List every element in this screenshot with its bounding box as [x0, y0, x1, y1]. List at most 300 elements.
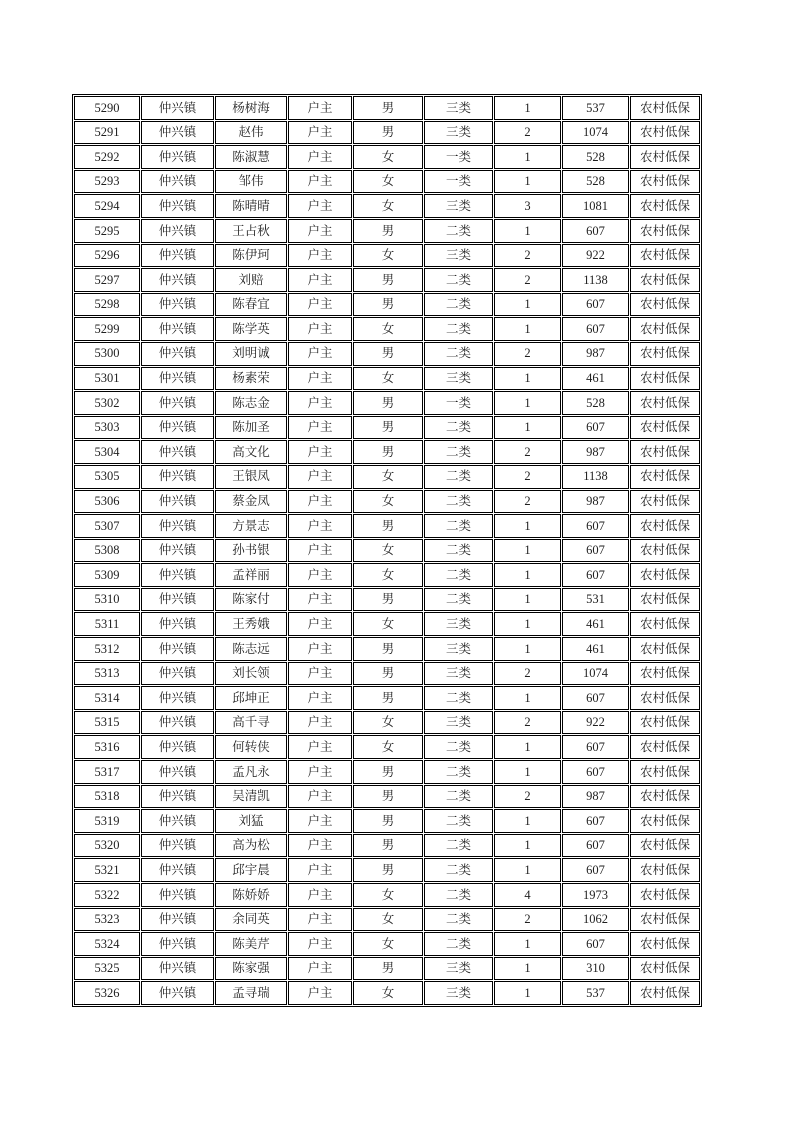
cell-count: 2 — [494, 342, 561, 366]
cell-town: 仲兴镇 — [141, 416, 214, 440]
cell-householder: 户主 — [288, 219, 352, 243]
cell-town: 仲兴镇 — [141, 342, 214, 366]
cell-id: 5302 — [74, 391, 140, 415]
cell-count: 1 — [494, 514, 561, 538]
cell-name: 杨素荣 — [215, 367, 287, 391]
cell-id: 5294 — [74, 194, 140, 218]
cell-amount: 607 — [562, 932, 629, 956]
cell-id: 5293 — [74, 170, 140, 194]
cell-count: 1 — [494, 981, 561, 1005]
cell-amount: 987 — [562, 785, 629, 809]
cell-householder: 户主 — [288, 637, 352, 661]
cell-category: 二类 — [424, 514, 493, 538]
cell-category: 三类 — [424, 96, 493, 120]
cell-amount: 987 — [562, 440, 629, 464]
cell-gender: 男 — [353, 342, 423, 366]
cell-welfare-type: 农村低保 — [630, 809, 700, 833]
cell-gender: 女 — [353, 194, 423, 218]
cell-gender: 男 — [353, 440, 423, 464]
cell-welfare-type: 农村低保 — [630, 662, 700, 686]
cell-category: 二类 — [424, 293, 493, 317]
cell-id: 5297 — [74, 268, 140, 292]
cell-town: 仲兴镇 — [141, 785, 214, 809]
cell-name: 陈伊珂 — [215, 244, 287, 268]
table-row — [74, 342, 700, 366]
table-row — [74, 170, 700, 194]
cell-id: 5292 — [74, 145, 140, 169]
cell-name: 陈学英 — [215, 317, 287, 341]
cell-amount: 607 — [562, 539, 629, 563]
cell-count: 1 — [494, 170, 561, 194]
cell-amount: 607 — [562, 760, 629, 784]
table-row — [74, 785, 700, 809]
cell-welfare-type: 农村低保 — [630, 908, 700, 932]
cell-town: 仲兴镇 — [141, 858, 214, 882]
cell-welfare-type: 农村低保 — [630, 293, 700, 317]
cell-welfare-type: 农村低保 — [630, 96, 700, 120]
cell-name: 刘猛 — [215, 809, 287, 833]
cell-gender: 女 — [353, 932, 423, 956]
cell-householder: 户主 — [288, 883, 352, 907]
cell-town: 仲兴镇 — [141, 883, 214, 907]
cell-id: 5322 — [74, 883, 140, 907]
cell-count: 1 — [494, 612, 561, 636]
cell-householder: 户主 — [288, 121, 352, 145]
cell-welfare-type: 农村低保 — [630, 317, 700, 341]
cell-category: 二类 — [424, 735, 493, 759]
cell-category: 二类 — [424, 858, 493, 882]
cell-category: 二类 — [424, 809, 493, 833]
cell-count: 1 — [494, 735, 561, 759]
cell-gender: 男 — [353, 834, 423, 858]
cell-amount: 987 — [562, 490, 629, 514]
cell-id: 5323 — [74, 908, 140, 932]
cell-gender: 男 — [353, 514, 423, 538]
cell-welfare-type: 农村低保 — [630, 563, 700, 587]
cell-category: 二类 — [424, 317, 493, 341]
cell-welfare-type: 农村低保 — [630, 981, 700, 1005]
table-row — [74, 96, 700, 120]
cell-name: 陈志金 — [215, 391, 287, 415]
cell-name: 孙书银 — [215, 539, 287, 563]
cell-town: 仲兴镇 — [141, 121, 214, 145]
cell-id: 5305 — [74, 465, 140, 489]
cell-category: 二类 — [424, 490, 493, 514]
cell-amount: 1138 — [562, 465, 629, 489]
cell-id: 5300 — [74, 342, 140, 366]
cell-town: 仲兴镇 — [141, 588, 214, 612]
cell-welfare-type: 农村低保 — [630, 514, 700, 538]
cell-householder: 户主 — [288, 440, 352, 464]
cell-amount: 922 — [562, 244, 629, 268]
cell-amount: 1062 — [562, 908, 629, 932]
cell-category: 二类 — [424, 440, 493, 464]
cell-welfare-type: 农村低保 — [630, 932, 700, 956]
cell-gender: 男 — [353, 391, 423, 415]
cell-count: 2 — [494, 908, 561, 932]
cell-category: 三类 — [424, 637, 493, 661]
cell-welfare-type: 农村低保 — [630, 440, 700, 464]
cell-category: 二类 — [424, 342, 493, 366]
cell-householder: 户主 — [288, 908, 352, 932]
cell-count: 1 — [494, 858, 561, 882]
cell-id: 5298 — [74, 293, 140, 317]
table-row — [74, 367, 700, 391]
cell-amount: 607 — [562, 834, 629, 858]
cell-category: 二类 — [424, 883, 493, 907]
cell-name: 何转侠 — [215, 735, 287, 759]
cell-id: 5306 — [74, 490, 140, 514]
cell-gender: 男 — [353, 416, 423, 440]
cell-id: 5314 — [74, 686, 140, 710]
cell-id: 5303 — [74, 416, 140, 440]
cell-welfare-type: 农村低保 — [630, 686, 700, 710]
cell-gender: 男 — [353, 957, 423, 981]
table-row — [74, 514, 700, 538]
cell-name: 陈美芹 — [215, 932, 287, 956]
cell-id: 5290 — [74, 96, 140, 120]
cell-name: 高文化 — [215, 440, 287, 464]
cell-town: 仲兴镇 — [141, 96, 214, 120]
cell-town: 仲兴镇 — [141, 563, 214, 587]
cell-count: 1 — [494, 391, 561, 415]
cell-householder: 户主 — [288, 268, 352, 292]
cell-amount: 607 — [562, 809, 629, 833]
cell-amount: 607 — [562, 858, 629, 882]
cell-gender: 女 — [353, 145, 423, 169]
cell-category: 二类 — [424, 834, 493, 858]
cell-householder: 户主 — [288, 957, 352, 981]
cell-name: 赵伟 — [215, 121, 287, 145]
cell-count: 1 — [494, 317, 561, 341]
cell-town: 仲兴镇 — [141, 219, 214, 243]
cell-amount: 537 — [562, 981, 629, 1005]
cell-welfare-type: 农村低保 — [630, 539, 700, 563]
cell-name: 余同英 — [215, 908, 287, 932]
cell-gender: 男 — [353, 686, 423, 710]
cell-gender: 男 — [353, 858, 423, 882]
cell-householder: 户主 — [288, 834, 352, 858]
cell-welfare-type: 农村低保 — [630, 342, 700, 366]
table-row — [74, 809, 700, 833]
cell-town: 仲兴镇 — [141, 686, 214, 710]
table-row — [74, 588, 700, 612]
cell-gender: 女 — [353, 539, 423, 563]
cell-count: 2 — [494, 268, 561, 292]
cell-category: 三类 — [424, 662, 493, 686]
cell-id: 5313 — [74, 662, 140, 686]
cell-town: 仲兴镇 — [141, 735, 214, 759]
cell-name: 邹伟 — [215, 170, 287, 194]
cell-amount: 607 — [562, 514, 629, 538]
cell-id: 5295 — [74, 219, 140, 243]
cell-householder: 户主 — [288, 612, 352, 636]
welfare-table — [72, 94, 702, 1007]
cell-gender: 女 — [353, 981, 423, 1005]
cell-count: 2 — [494, 490, 561, 514]
cell-name: 刘赔 — [215, 268, 287, 292]
cell-town: 仲兴镇 — [141, 637, 214, 661]
table-row — [74, 440, 700, 464]
cell-welfare-type: 农村低保 — [630, 416, 700, 440]
cell-town: 仲兴镇 — [141, 145, 214, 169]
cell-category: 三类 — [424, 121, 493, 145]
cell-category: 二类 — [424, 268, 493, 292]
cell-town: 仲兴镇 — [141, 194, 214, 218]
cell-name: 刘明诚 — [215, 342, 287, 366]
cell-gender: 女 — [353, 170, 423, 194]
cell-name: 蔡金凤 — [215, 490, 287, 514]
cell-id: 5325 — [74, 957, 140, 981]
cell-name: 邱宇晨 — [215, 858, 287, 882]
cell-householder: 户主 — [288, 342, 352, 366]
cell-gender: 男 — [353, 760, 423, 784]
cell-category: 一类 — [424, 145, 493, 169]
cell-amount: 528 — [562, 145, 629, 169]
table-row — [74, 490, 700, 514]
cell-count: 1 — [494, 145, 561, 169]
cell-gender: 女 — [353, 563, 423, 587]
cell-town: 仲兴镇 — [141, 612, 214, 636]
cell-householder: 户主 — [288, 490, 352, 514]
cell-amount: 607 — [562, 317, 629, 341]
cell-gender: 男 — [353, 662, 423, 686]
table-row — [74, 563, 700, 587]
cell-welfare-type: 农村低保 — [630, 244, 700, 268]
cell-town: 仲兴镇 — [141, 514, 214, 538]
table-row — [74, 883, 700, 907]
cell-amount: 1138 — [562, 268, 629, 292]
cell-category: 三类 — [424, 711, 493, 735]
cell-count: 2 — [494, 785, 561, 809]
cell-category: 二类 — [424, 539, 493, 563]
cell-id: 5319 — [74, 809, 140, 833]
cell-count: 1 — [494, 563, 561, 587]
cell-id: 5324 — [74, 932, 140, 956]
cell-town: 仲兴镇 — [141, 957, 214, 981]
cell-count: 1 — [494, 686, 561, 710]
cell-name: 陈家强 — [215, 957, 287, 981]
cell-gender: 男 — [353, 219, 423, 243]
cell-count: 1 — [494, 416, 561, 440]
cell-town: 仲兴镇 — [141, 268, 214, 292]
cell-amount: 607 — [562, 735, 629, 759]
cell-id: 5309 — [74, 563, 140, 587]
cell-count: 2 — [494, 711, 561, 735]
cell-amount: 310 — [562, 957, 629, 981]
cell-gender: 女 — [353, 490, 423, 514]
cell-welfare-type: 农村低保 — [630, 637, 700, 661]
cell-id: 5312 — [74, 637, 140, 661]
cell-amount: 461 — [562, 612, 629, 636]
cell-category: 二类 — [424, 932, 493, 956]
cell-gender: 女 — [353, 317, 423, 341]
cell-category: 一类 — [424, 391, 493, 415]
cell-gender: 男 — [353, 637, 423, 661]
cell-name: 吴清凯 — [215, 785, 287, 809]
table-row — [74, 391, 700, 415]
cell-id: 5307 — [74, 514, 140, 538]
cell-town: 仲兴镇 — [141, 317, 214, 341]
cell-id: 5317 — [74, 760, 140, 784]
cell-name: 陈娇娇 — [215, 883, 287, 907]
cell-name: 孟凡永 — [215, 760, 287, 784]
cell-amount: 1973 — [562, 883, 629, 907]
cell-householder: 户主 — [288, 170, 352, 194]
cell-gender: 女 — [353, 244, 423, 268]
cell-category: 二类 — [424, 219, 493, 243]
cell-category: 三类 — [424, 367, 493, 391]
table-row — [74, 539, 700, 563]
cell-town: 仲兴镇 — [141, 760, 214, 784]
cell-householder: 户主 — [288, 735, 352, 759]
cell-town: 仲兴镇 — [141, 170, 214, 194]
table-row — [74, 908, 700, 932]
cell-id: 5315 — [74, 711, 140, 735]
cell-category: 二类 — [424, 760, 493, 784]
cell-category: 二类 — [424, 908, 493, 932]
cell-category: 二类 — [424, 563, 493, 587]
cell-count: 1 — [494, 219, 561, 243]
table-row — [74, 957, 700, 981]
cell-count: 2 — [494, 244, 561, 268]
table-row — [74, 416, 700, 440]
cell-welfare-type: 农村低保 — [630, 588, 700, 612]
cell-town: 仲兴镇 — [141, 711, 214, 735]
cell-id: 5321 — [74, 858, 140, 882]
cell-householder: 户主 — [288, 465, 352, 489]
cell-category: 三类 — [424, 244, 493, 268]
cell-category: 三类 — [424, 612, 493, 636]
cell-welfare-type: 农村低保 — [630, 170, 700, 194]
cell-town: 仲兴镇 — [141, 662, 214, 686]
cell-gender: 女 — [353, 908, 423, 932]
cell-amount: 607 — [562, 563, 629, 587]
cell-householder: 户主 — [288, 785, 352, 809]
table-row — [74, 760, 700, 784]
cell-town: 仲兴镇 — [141, 908, 214, 932]
cell-householder: 户主 — [288, 416, 352, 440]
cell-name: 陈志远 — [215, 637, 287, 661]
cell-householder: 户主 — [288, 858, 352, 882]
cell-count: 1 — [494, 834, 561, 858]
cell-amount: 537 — [562, 96, 629, 120]
cell-welfare-type: 农村低保 — [630, 883, 700, 907]
cell-town: 仲兴镇 — [141, 981, 214, 1005]
cell-count: 1 — [494, 932, 561, 956]
cell-name: 王银凤 — [215, 465, 287, 489]
cell-householder: 户主 — [288, 367, 352, 391]
cell-householder: 户主 — [288, 244, 352, 268]
cell-category: 二类 — [424, 416, 493, 440]
cell-id: 5326 — [74, 981, 140, 1005]
cell-count: 1 — [494, 367, 561, 391]
cell-welfare-type: 农村低保 — [630, 785, 700, 809]
cell-amount: 461 — [562, 637, 629, 661]
cell-welfare-type: 农村低保 — [630, 760, 700, 784]
cell-welfare-type: 农村低保 — [630, 735, 700, 759]
cell-gender: 女 — [353, 735, 423, 759]
cell-welfare-type: 农村低保 — [630, 391, 700, 415]
cell-town: 仲兴镇 — [141, 809, 214, 833]
cell-name: 邱坤正 — [215, 686, 287, 710]
cell-amount: 1074 — [562, 121, 629, 145]
cell-welfare-type: 农村低保 — [630, 121, 700, 145]
cell-gender: 男 — [353, 809, 423, 833]
cell-name: 王占秋 — [215, 219, 287, 243]
cell-householder: 户主 — [288, 514, 352, 538]
cell-town: 仲兴镇 — [141, 244, 214, 268]
cell-householder: 户主 — [288, 711, 352, 735]
cell-count: 4 — [494, 883, 561, 907]
cell-householder: 户主 — [288, 760, 352, 784]
cell-count: 1 — [494, 637, 561, 661]
cell-gender: 女 — [353, 367, 423, 391]
table-row — [74, 244, 700, 268]
cell-count: 2 — [494, 440, 561, 464]
cell-welfare-type: 农村低保 — [630, 858, 700, 882]
cell-town: 仲兴镇 — [141, 834, 214, 858]
cell-town: 仲兴镇 — [141, 391, 214, 415]
table-row — [74, 735, 700, 759]
table-row — [74, 834, 700, 858]
cell-welfare-type: 农村低保 — [630, 145, 700, 169]
cell-count: 1 — [494, 96, 561, 120]
table-row — [74, 121, 700, 145]
cell-amount: 531 — [562, 588, 629, 612]
cell-count: 2 — [494, 465, 561, 489]
cell-count: 1 — [494, 293, 561, 317]
cell-householder: 户主 — [288, 539, 352, 563]
cell-householder: 户主 — [288, 686, 352, 710]
cell-id: 5299 — [74, 317, 140, 341]
cell-name: 陈家付 — [215, 588, 287, 612]
cell-gender: 男 — [353, 293, 423, 317]
cell-amount: 1081 — [562, 194, 629, 218]
table-row — [74, 932, 700, 956]
table-body — [74, 96, 700, 1005]
cell-category: 三类 — [424, 981, 493, 1005]
cell-name: 孟祥丽 — [215, 563, 287, 587]
cell-count: 1 — [494, 809, 561, 833]
table-row — [74, 194, 700, 218]
cell-amount: 987 — [562, 342, 629, 366]
table-row — [74, 465, 700, 489]
cell-id: 5310 — [74, 588, 140, 612]
cell-amount: 461 — [562, 367, 629, 391]
table-row — [74, 317, 700, 341]
cell-id: 5308 — [74, 539, 140, 563]
table-row — [74, 981, 700, 1005]
cell-amount: 1074 — [562, 662, 629, 686]
cell-householder: 户主 — [288, 563, 352, 587]
cell-id: 5304 — [74, 440, 140, 464]
table-row — [74, 858, 700, 882]
cell-welfare-type: 农村低保 — [630, 367, 700, 391]
table-row — [74, 637, 700, 661]
cell-householder: 户主 — [288, 391, 352, 415]
cell-householder: 户主 — [288, 809, 352, 833]
cell-town: 仲兴镇 — [141, 465, 214, 489]
cell-name: 王秀娥 — [215, 612, 287, 636]
cell-town: 仲兴镇 — [141, 367, 214, 391]
table-row — [74, 711, 700, 735]
cell-gender: 男 — [353, 268, 423, 292]
cell-householder: 户主 — [288, 194, 352, 218]
cell-amount: 607 — [562, 219, 629, 243]
cell-welfare-type: 农村低保 — [630, 194, 700, 218]
cell-welfare-type: 农村低保 — [630, 834, 700, 858]
